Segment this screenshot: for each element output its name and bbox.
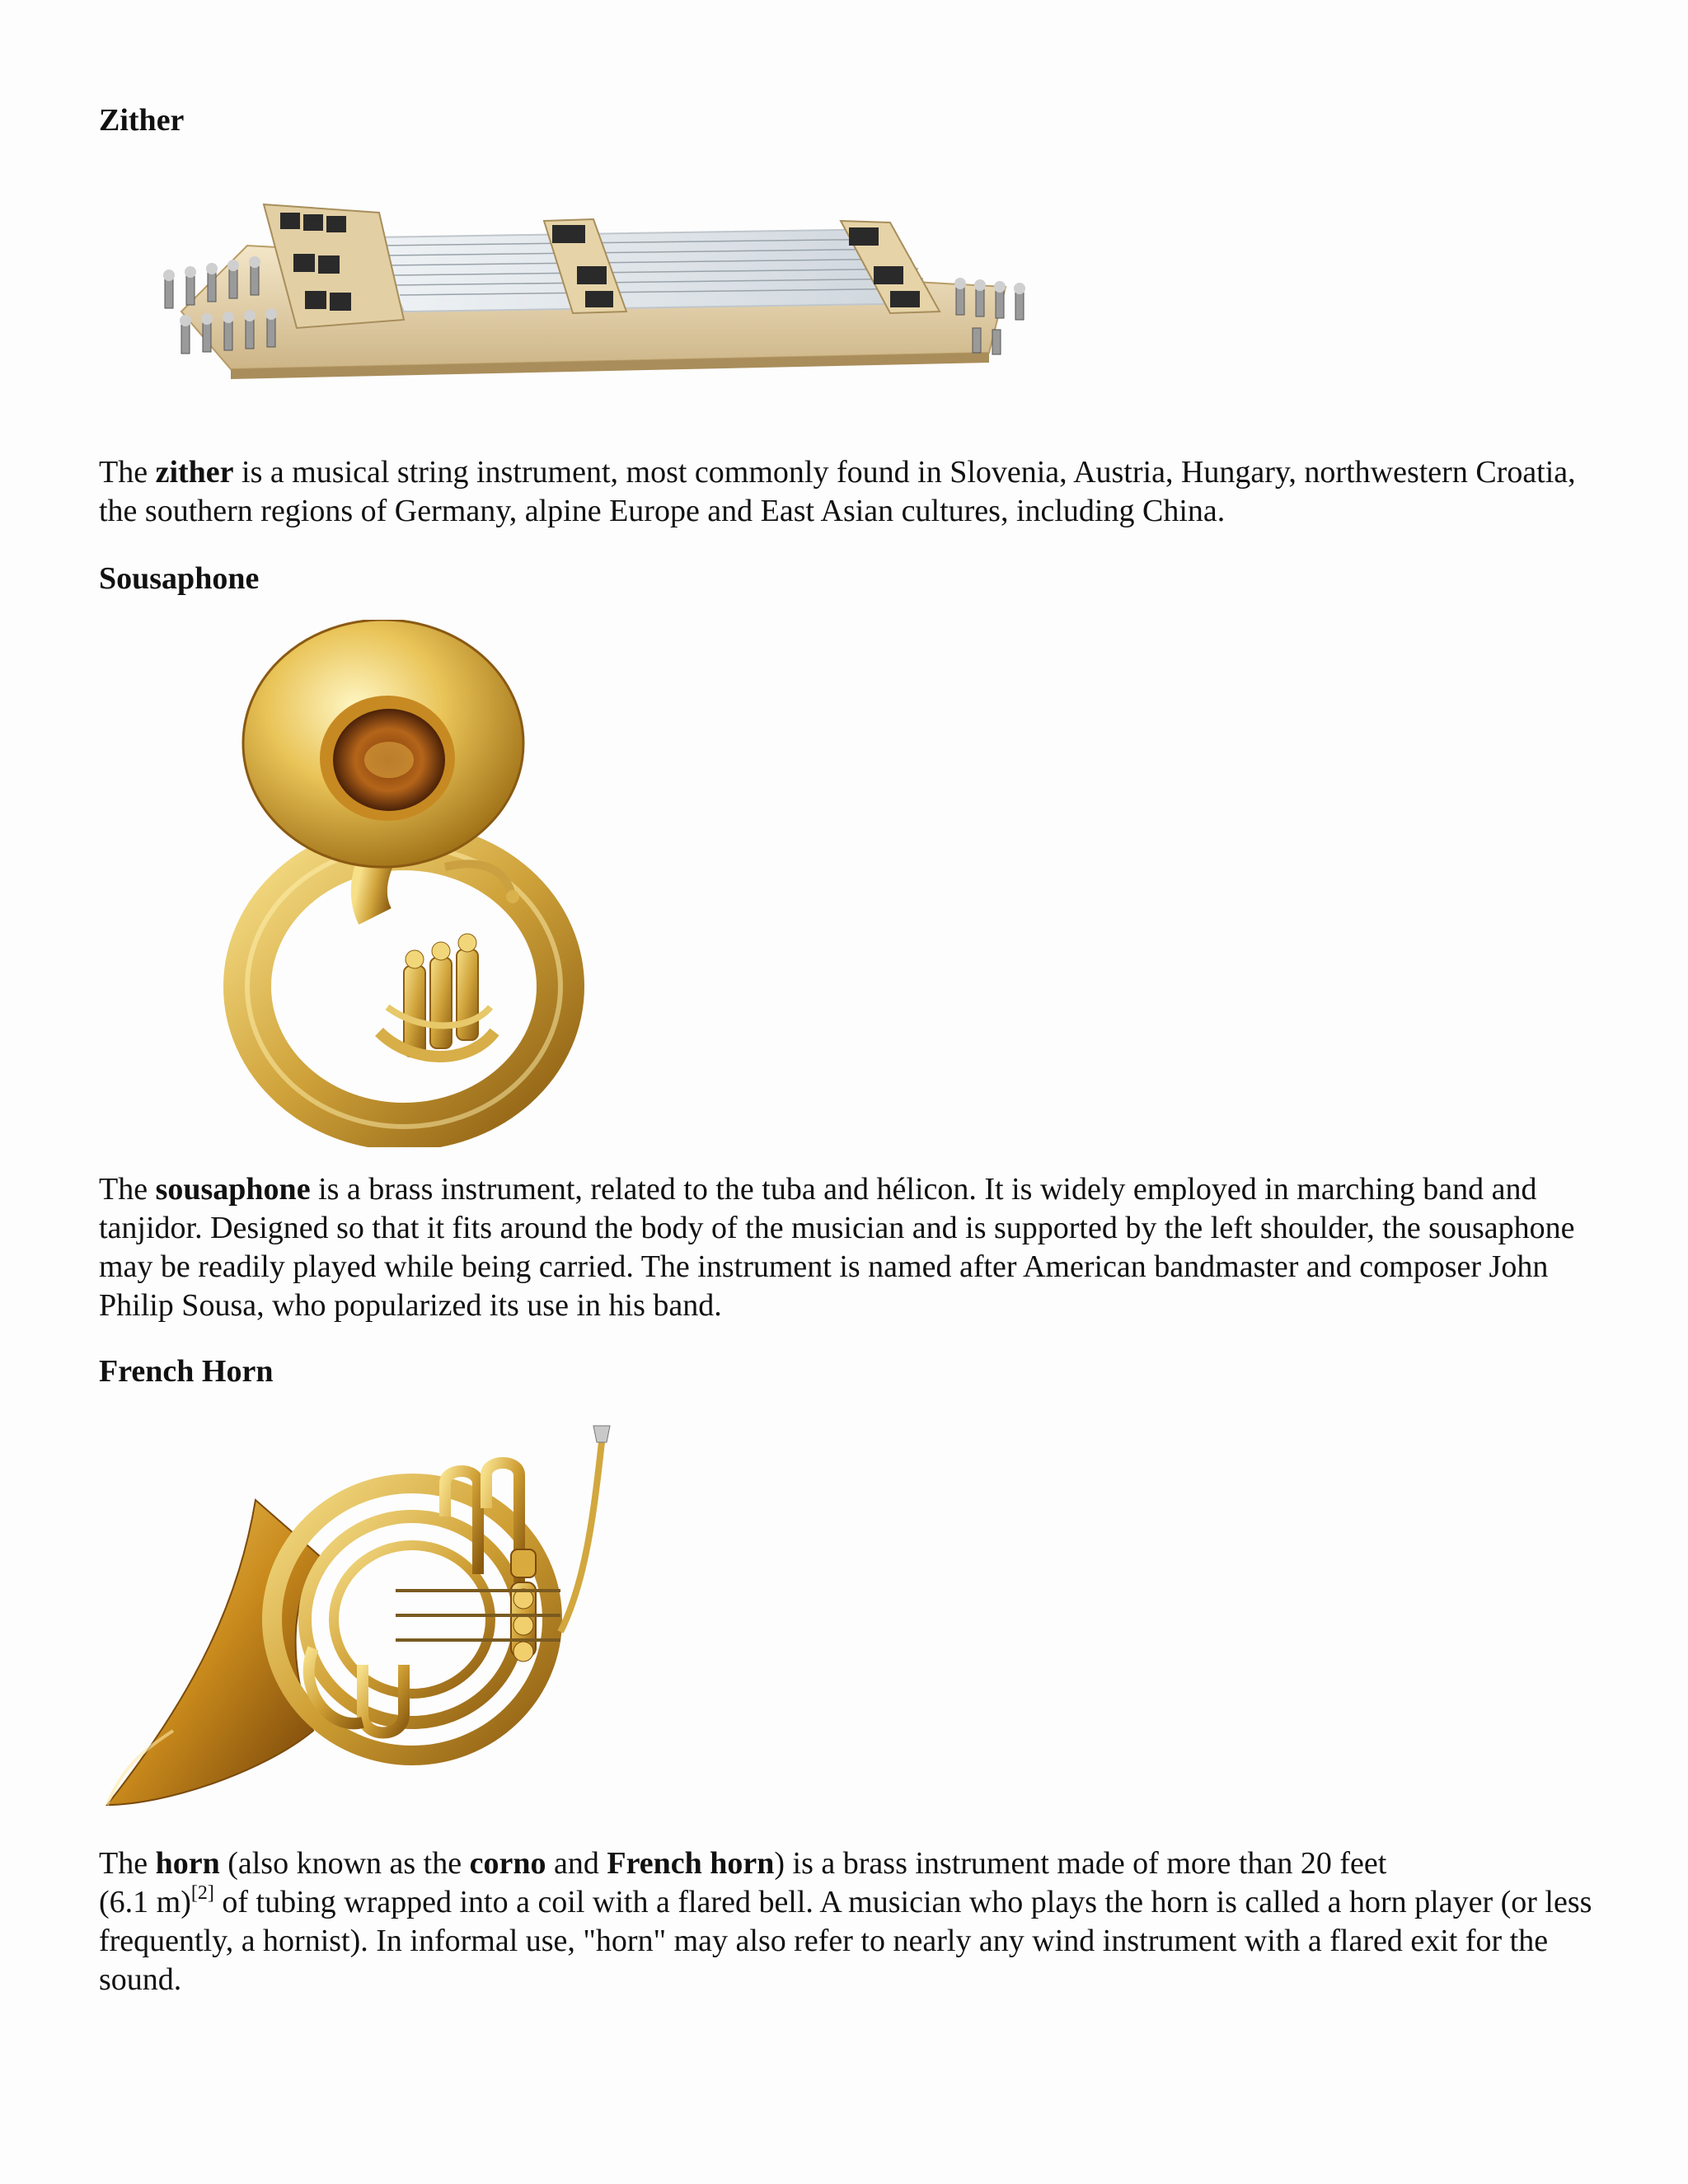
- sousaphone-paragraph: The sousaphone is a brass instrument, related to the tuba and hélicon. It is widely employed in marching band and tanjidor. Designed so that it fits around the body of the musician and is supported by the left shoulder, the sousaphone may be readily played while being carried. The instrument is named after American bandmaster and composer John Philip Sousa, who popularized its use in his band.: [99, 1172, 1575, 1323]
- zither-image: [132, 188, 1063, 402]
- sousaphone-heading: Sousaphone: [99, 561, 260, 596]
- zither-heading: Zither: [99, 103, 185, 138]
- sousaphone-image: [198, 620, 626, 1147]
- french-horn-image: [99, 1418, 676, 1821]
- zither-paragraph: The zither is a musical string instrument, most commonly found in Slovenia, Austria, Hungary, northwestern Croatia, the southern regions of Germany, alpine Europe and East Asian cultures, including China.: [99, 455, 1576, 528]
- french-horn-paragraph: The horn (also known as the corno and French horn) is a brass instrument made of more than 20 feet (6.1 m)[2] of tubing wrapped into a coil with a flared bell. A musician who plays the horn is called a horn player (or less frequently, a hornist). In informal use, "horn" may also refer to nearly any wind instrument with a flared exit for the sound.: [99, 1846, 1592, 1997]
- citation-link[interactable]: [2]: [190, 1882, 214, 1904]
- french-horn-heading: French Horn: [99, 1354, 274, 1389]
